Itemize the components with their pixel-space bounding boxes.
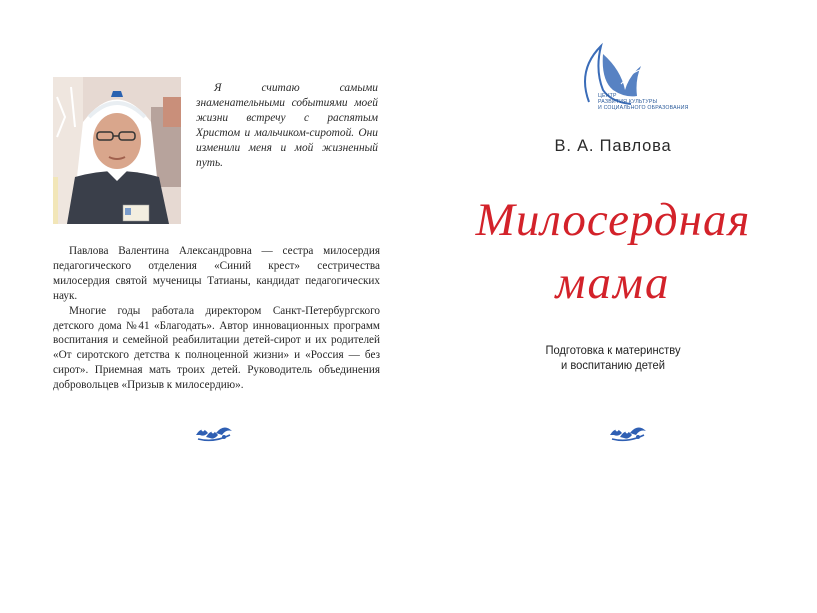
author-photo [53, 77, 181, 224]
book-title-line1: Милосердная [475, 194, 751, 246]
front-cover [409, 0, 817, 613]
bio-paragraph: Многие годы работала директором Санкт-Петербургского детского дома №41 «Благодать». Автор инновационных программ воспитания и семейной реабилитации детей-сирот и их родителей «От сиротского детства к полноценной жизни» и «Россия — без сирот». Приемная мать троих детей. Руководитель объединения добровольцев «Призыв к милосердию». [53, 304, 380, 392]
back-cover [0, 0, 408, 613]
bio-paragraph: Павлова Валентина Александровна — сестра милосердия педагогического отделения «Синий крест» сестричества милосердия святой мученицы Татианы, кандидат педагогических наук. [53, 245, 380, 302]
floral-ornament-icon [608, 421, 648, 443]
book-author: В. А. Павлова [554, 137, 672, 155]
book-subtitle: Подготовка к материнству и воспитанию детей [545, 343, 681, 372]
book-title-line2: мама [555, 257, 671, 309]
publisher-name: ЦЕНТР РАЗВИТИЯ КУЛЬТУРЫ И СОЦИАЛЬНОГО ОБРАЗОВАНИЯ [598, 93, 689, 111]
author-quote: Я считаю самыми знаменательными событиями моей жизни встречу с распятым Христом и мальчиком-сиротой. Они изменили меня и мой жизненный путь. [196, 82, 378, 169]
floral-ornament-icon [194, 421, 234, 443]
author-biography [53, 244, 380, 393]
